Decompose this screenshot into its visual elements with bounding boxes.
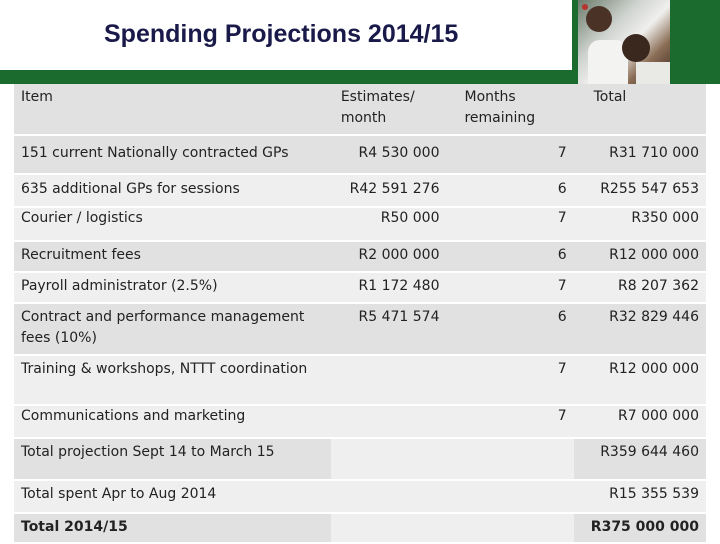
cell-estimate [331,356,447,406]
cell-item: Payroll administrator (2.5%) [14,273,331,304]
cell-total: R255 547 653 [574,175,706,208]
summary-item: Total 2014/15 [14,514,331,544]
summary-item: Total spent Apr to Aug 2014 [14,481,331,514]
cell-estimate: R2 000 000 [331,242,447,273]
summary-empty-cell [331,481,447,514]
cell-total: R8 207 362 [574,273,706,304]
cell-estimate: R4 530 000 [331,136,447,175]
summary-row [14,439,706,481]
summary-total: R15 355 539 [574,481,706,514]
cell-months: 6 [446,175,573,208]
cell-item: Recruitment fees [14,242,331,273]
table-row [14,208,706,242]
cell-months: 7 [446,208,573,242]
cell-months: 6 [446,304,573,356]
cell-item: 151 current Nationally contracted GPs [14,136,331,175]
summary-empty-cell [446,481,573,514]
summary-row [14,481,706,514]
cell-item: Training & workshops, NTTT coordination [14,356,331,406]
table-row [14,273,706,304]
column-header-item: Item [14,84,331,136]
cell-months: 7 [446,136,573,175]
table-row [14,356,706,406]
cell-item: 635 additional GPs for sessions [14,175,331,208]
summary-empty-cell [331,439,447,481]
cell-item: Communications and marketing [14,406,331,439]
cell-total: R12 000 000 [574,356,706,406]
cell-estimate: R42 591 276 [331,175,447,208]
table-row [14,406,706,439]
table-row [14,136,706,175]
cell-months: 6 [446,242,573,273]
cell-estimate: R5 471 574 [331,304,447,356]
column-header-estimates: Estimates/ month [331,84,447,136]
summary-item: Total projection Sept 14 to March 15 [14,439,331,481]
cell-total: R7 000 000 [574,406,706,439]
summary-total: R375 000 000 [574,514,706,544]
summary-empty-cell [446,439,573,481]
cell-item: Contract and performance management fees (10%) [14,304,331,356]
table-row [14,175,706,208]
cell-item: Courier / logistics [14,208,331,242]
summary-total: R359 644 460 [574,439,706,481]
table-row [14,304,706,356]
cell-estimate: R1 172 480 [331,273,447,304]
column-header-months: Months remaining [446,84,573,136]
column-header-total: Total [574,84,706,136]
cell-months: 7 [446,273,573,304]
cell-total: R350 000 [574,208,706,242]
cell-total: R12 000 000 [574,242,706,273]
cell-total: R32 829 446 [574,304,706,356]
title-box [0,0,572,70]
cell-months: 7 [446,406,573,439]
table-row [14,242,706,273]
cell-months: 7 [446,356,573,406]
spending-table [14,84,706,544]
cell-total: R31 710 000 [574,136,706,175]
header-photo [578,0,670,84]
table-header-row [14,84,706,136]
cell-estimate [331,406,447,439]
cell-estimate: R50 000 [331,208,447,242]
page-title: Spending Projections 2014/15 [104,20,459,48]
